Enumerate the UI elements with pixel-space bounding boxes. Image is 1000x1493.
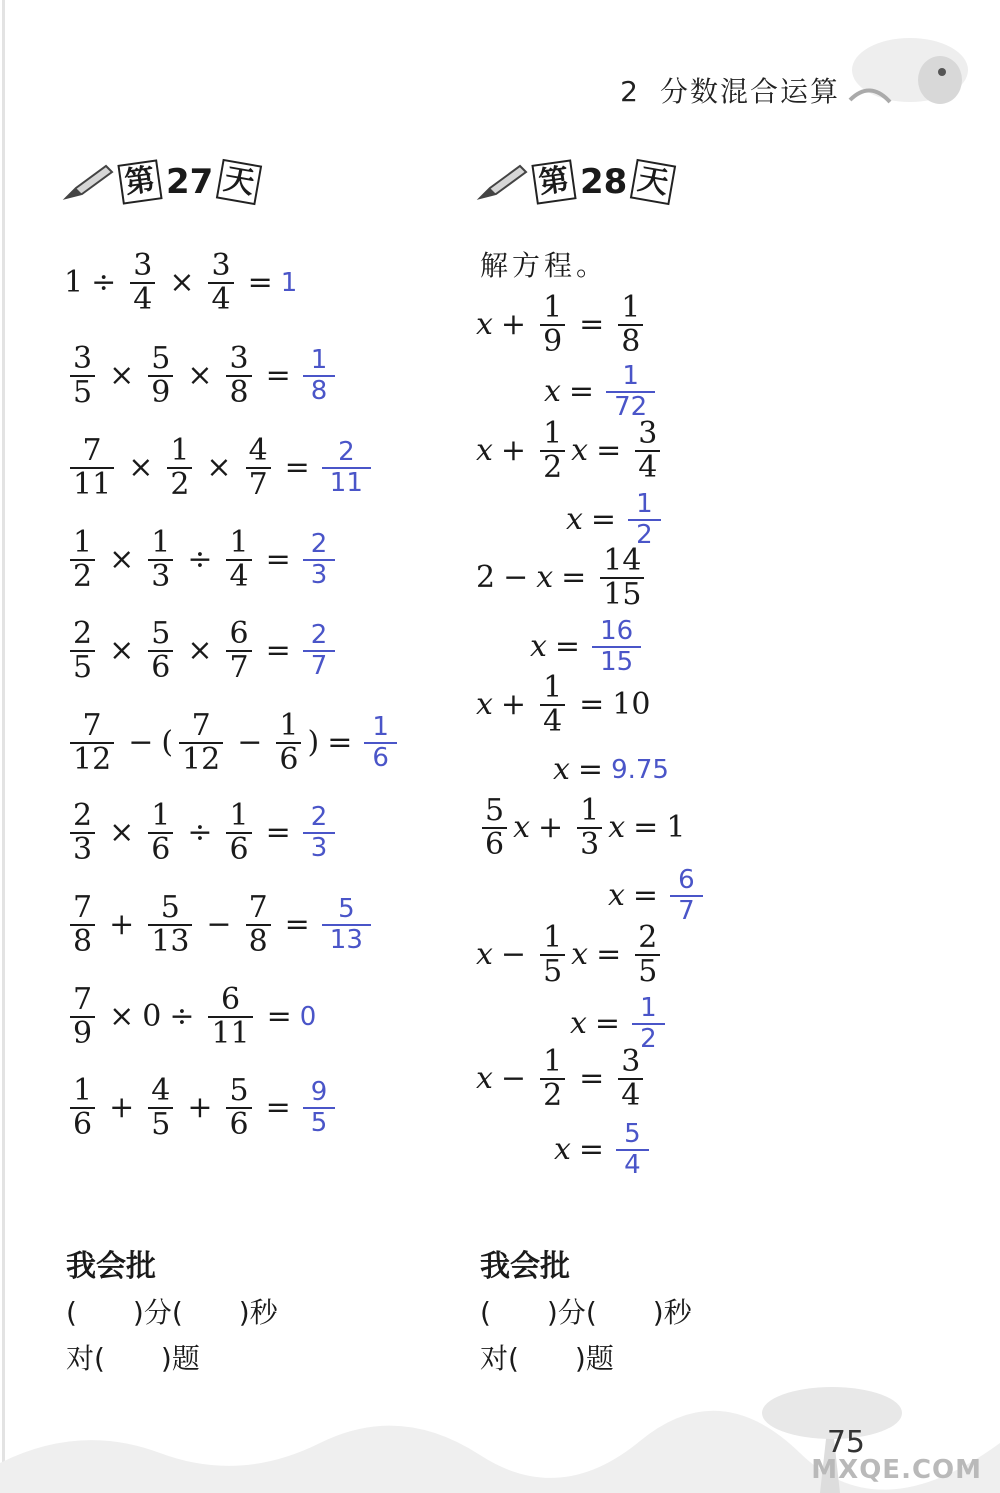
answer-denominator: 6 — [364, 742, 397, 773]
review-box-left — [66, 1244, 278, 1382]
fraction — [540, 672, 565, 737]
numerator: 6 — [229, 616, 249, 651]
fraction — [70, 435, 114, 500]
answer-denominator: 5 — [303, 1107, 336, 1138]
answer-denominator: 15 — [592, 646, 641, 677]
day27-prefix: 第 — [117, 159, 162, 204]
answer-numerator: 1 — [636, 489, 653, 519]
watermark: MXQE.COM — [811, 1455, 982, 1485]
operator: = — [579, 687, 605, 722]
denominator: 6 — [482, 827, 507, 861]
numerator: 7 — [82, 433, 102, 468]
operator: = — [596, 937, 622, 972]
denominator: 3 — [148, 559, 173, 593]
fraction — [70, 527, 95, 592]
numerator: 2 — [73, 798, 93, 833]
denominator: 12 — [179, 742, 223, 776]
answer-numerator: 2 — [310, 528, 328, 559]
denominator: 5 — [148, 1107, 173, 1141]
operator: ÷ — [187, 542, 213, 577]
denominator: 6 — [70, 1107, 95, 1141]
denominator: 5 — [540, 954, 565, 988]
numerator: 2 — [638, 920, 658, 955]
problem-row — [64, 250, 297, 315]
answer-fraction — [322, 895, 371, 954]
number: 1 — [64, 265, 84, 300]
numerator: 5 — [151, 616, 171, 651]
pencil-icon — [476, 162, 528, 202]
variable: x — [571, 937, 589, 972]
answer-fraction — [364, 713, 397, 772]
operator: − — [500, 1061, 527, 1096]
solution-row — [570, 994, 665, 1053]
problem-row — [64, 618, 335, 683]
operator: + — [109, 1090, 135, 1125]
operator: = — [561, 560, 587, 595]
operator: × — [109, 815, 135, 850]
operator: = — [577, 752, 604, 787]
operator: × — [169, 265, 195, 300]
operator: − — [500, 937, 527, 972]
denominator: 8 — [226, 375, 251, 409]
answer-fraction — [628, 490, 661, 549]
answer-fraction — [322, 438, 371, 497]
fraction — [148, 800, 173, 865]
numerator: 1 — [279, 708, 299, 743]
denominator: 6 — [276, 742, 301, 776]
denominator: 4 — [618, 1078, 643, 1112]
answer-denominator: 8 — [303, 375, 336, 406]
fraction — [208, 250, 233, 315]
fraction — [70, 618, 95, 683]
pencil-icon — [62, 162, 114, 202]
denominator: 4 — [130, 282, 155, 316]
denominator: 9 — [70, 1016, 95, 1050]
denominator: 2 — [540, 450, 565, 484]
problem-row — [64, 800, 335, 865]
operator: × — [109, 999, 135, 1034]
variable: x — [476, 687, 493, 722]
fraction — [179, 710, 223, 775]
operator: = — [578, 1132, 605, 1168]
operator: − — [503, 560, 529, 595]
denominator: 6 — [148, 650, 173, 684]
operator: + — [109, 907, 135, 942]
number: ( — [161, 725, 174, 760]
answer-fraction — [303, 530, 336, 589]
fraction — [70, 984, 95, 1049]
numerator: 7 — [82, 708, 102, 743]
solution-row — [608, 866, 703, 925]
fraction — [226, 1075, 251, 1140]
fraction — [577, 795, 602, 860]
operator: = — [568, 374, 595, 410]
fraction — [148, 618, 173, 683]
fraction — [540, 922, 565, 987]
answer-value: 9.75 — [611, 754, 669, 785]
answer-value: 0 — [299, 1001, 317, 1032]
denominator: 2 — [540, 1078, 565, 1112]
review-correct-line: 对( )题 — [480, 1342, 614, 1375]
numerator: 3 — [133, 248, 153, 283]
solution-row — [544, 362, 655, 421]
operator: = — [265, 358, 291, 393]
denominator: 12 — [70, 742, 114, 776]
answer-value: 1 — [280, 267, 298, 298]
fraction — [482, 795, 507, 860]
answer-fraction — [303, 346, 336, 405]
answer-fraction — [303, 1078, 336, 1137]
numerator: 3 — [73, 341, 93, 376]
operator: = — [265, 633, 291, 668]
fraction — [148, 527, 173, 592]
day27-suffix: 天 — [216, 159, 262, 205]
denominator: 4 — [540, 704, 565, 738]
operator: × — [187, 633, 213, 668]
variable: x — [476, 433, 493, 468]
numerator: 1 — [543, 1044, 563, 1079]
equation-row — [476, 545, 650, 610]
numerator: 1 — [543, 290, 563, 325]
denominator: 7 — [226, 650, 251, 684]
operator: + — [187, 1090, 213, 1125]
operator: = — [596, 433, 622, 468]
decoration-illustration-icon — [830, 20, 970, 130]
number: 2 — [476, 560, 496, 595]
numerator: 7 — [248, 890, 268, 925]
day27-title — [62, 162, 259, 202]
answer-denominator: 72 — [606, 391, 655, 422]
operator: = — [284, 907, 310, 942]
equation-row — [476, 1046, 649, 1111]
numerator: 5 — [160, 890, 180, 925]
operator: + — [538, 810, 564, 845]
answer-numerator: 2 — [338, 436, 355, 467]
equation-row — [476, 922, 666, 987]
numerator: 1 — [151, 798, 171, 833]
fraction — [246, 435, 271, 500]
number: 0 — [142, 999, 162, 1034]
denominator: 8 — [70, 924, 95, 958]
operator: = — [266, 999, 292, 1034]
answer-denominator: 2 — [632, 1023, 665, 1054]
denominator: 11 — [208, 1016, 252, 1050]
numerator: 5 — [229, 1073, 249, 1108]
numerator: 7 — [73, 982, 93, 1017]
left-margin-line — [2, 0, 5, 1493]
day28-title — [476, 162, 673, 202]
operator: × — [109, 358, 135, 393]
operator: × — [109, 542, 135, 577]
denominator: 7 — [246, 467, 271, 501]
fraction — [70, 710, 114, 775]
denominator: 2 — [167, 467, 192, 501]
numerator: 2 — [73, 616, 93, 651]
fraction — [226, 618, 251, 683]
denominator: 4 — [226, 559, 251, 593]
chapter-number: 2 — [620, 75, 640, 108]
fraction — [148, 343, 173, 408]
numerator: 3 — [638, 416, 658, 451]
fraction — [540, 418, 565, 483]
equation-row — [476, 292, 649, 357]
numerator: 4 — [248, 433, 268, 468]
variable: x — [476, 1061, 493, 1096]
answer-numerator: 5 — [338, 893, 355, 924]
operator: − — [237, 725, 263, 760]
fraction — [70, 1075, 95, 1140]
fraction — [148, 1075, 173, 1140]
fraction — [226, 800, 251, 865]
day28-suffix: 天 — [630, 159, 676, 205]
answer-numerator: 2 — [310, 619, 328, 650]
answer-numerator: 6 — [678, 865, 695, 895]
solution-row — [554, 1120, 649, 1179]
fraction — [618, 292, 643, 357]
day28-prefix: 第 — [531, 159, 576, 204]
answer-denominator: 7 — [670, 895, 703, 926]
operator: × — [187, 358, 213, 393]
operator: = — [247, 265, 273, 300]
denominator: 9 — [148, 375, 173, 409]
numerator: 1 — [229, 798, 249, 833]
denominator: 5 — [70, 375, 95, 409]
denominator: 11 — [70, 467, 114, 501]
fraction — [226, 343, 251, 408]
fraction — [208, 984, 252, 1049]
problem-row — [64, 527, 335, 592]
variable: x — [513, 810, 531, 845]
chapter-title: 分数混合运算 — [659, 75, 840, 108]
fraction — [70, 800, 95, 865]
answer-numerator: 1 — [640, 993, 657, 1023]
problem-row — [64, 1075, 335, 1140]
answer-numerator: 1 — [372, 711, 389, 742]
denominator: 15 — [600, 577, 644, 611]
variable: x — [571, 433, 589, 468]
numerator: 1 — [543, 670, 563, 705]
number: ) — [307, 725, 320, 760]
operator: × — [206, 450, 232, 485]
answer-denominator: 11 — [322, 467, 371, 498]
numerator: 4 — [151, 1073, 171, 1108]
numerator: 5 — [485, 793, 505, 828]
answer-numerator: 9 — [310, 1076, 328, 1107]
answer-fraction — [670, 866, 703, 925]
operator: + — [500, 687, 527, 722]
operator: = — [633, 810, 659, 845]
fraction — [635, 418, 660, 483]
problem-row — [64, 435, 371, 500]
answer-denominator: 3 — [303, 559, 336, 590]
variable: x — [544, 374, 561, 410]
operator: ÷ — [187, 815, 213, 850]
variable: x — [553, 752, 570, 787]
operator: × — [109, 633, 135, 668]
denominator: 6 — [148, 832, 173, 866]
numerator: 1 — [543, 416, 563, 451]
variable: x — [608, 878, 625, 914]
page-number: 75 — [826, 1425, 865, 1460]
variable: x — [554, 1132, 571, 1168]
fraction — [167, 435, 192, 500]
operator: = — [590, 502, 617, 538]
chapter-header — [620, 70, 840, 110]
numerator: 3 — [229, 341, 249, 376]
numerator: 7 — [191, 708, 211, 743]
answer-denominator: 7 — [303, 650, 336, 681]
denominator: 3 — [577, 827, 602, 861]
fraction — [226, 527, 251, 592]
numerator: 1 — [170, 433, 190, 468]
answer-fraction — [592, 617, 641, 676]
denominator: 4 — [208, 282, 233, 316]
fraction — [130, 250, 155, 315]
operator: = — [265, 1090, 291, 1125]
review-correct-line: 对( )题 — [66, 1342, 200, 1375]
operator: = — [579, 307, 605, 342]
answer-denominator: 2 — [628, 519, 661, 550]
operator: × — [128, 450, 154, 485]
denominator: 9 — [540, 324, 565, 358]
operator: = — [327, 725, 353, 760]
numerator: 14 — [603, 543, 642, 578]
day27-number: 27 — [166, 162, 214, 202]
denominator: 2 — [70, 559, 95, 593]
numerator: 1 — [73, 525, 93, 560]
number: 1 — [666, 810, 686, 845]
numerator: 3 — [621, 1044, 641, 1079]
answer-denominator: 4 — [616, 1149, 649, 1180]
variable: x — [476, 937, 493, 972]
operator: = — [284, 450, 310, 485]
problem-row — [64, 892, 371, 957]
numerator: 7 — [73, 890, 93, 925]
answer-fraction — [303, 803, 336, 862]
equation-row — [476, 795, 685, 860]
review-box-right — [480, 1244, 692, 1382]
variable: x — [536, 560, 554, 595]
problem-row — [64, 343, 335, 408]
answer-numerator: 1 — [622, 361, 639, 391]
fraction — [540, 1046, 565, 1111]
operator: + — [500, 307, 527, 342]
fraction — [246, 892, 271, 957]
operator: + — [500, 433, 527, 468]
numerator: 1 — [543, 920, 563, 955]
answer-denominator: 3 — [303, 832, 336, 863]
answer-numerator: 5 — [624, 1119, 641, 1149]
fraction — [635, 922, 660, 987]
fraction — [148, 892, 192, 957]
answer-numerator: 1 — [310, 344, 328, 375]
denominator: 3 — [70, 832, 95, 866]
denominator: 8 — [618, 324, 643, 358]
operator: − — [206, 907, 232, 942]
answer-denominator: 13 — [322, 924, 371, 955]
operator: = — [265, 815, 291, 850]
operator: − — [128, 725, 154, 760]
denominator: 13 — [148, 924, 192, 958]
denominator: 5 — [635, 954, 660, 988]
operator: ÷ — [169, 999, 195, 1034]
fraction — [70, 892, 95, 957]
variable: x — [608, 810, 626, 845]
answer-fraction — [303, 621, 336, 680]
day28-number: 28 — [580, 162, 628, 202]
fraction — [600, 545, 644, 610]
operator: = — [554, 629, 581, 665]
problem-row — [64, 984, 316, 1049]
numerator: 1 — [73, 1073, 93, 1108]
variable: x — [570, 1006, 587, 1042]
fraction — [540, 292, 565, 357]
denominator: 5 — [70, 650, 95, 684]
fraction — [70, 343, 95, 408]
equation-row — [476, 418, 666, 483]
problem-row — [64, 710, 397, 775]
numerator: 1 — [621, 290, 641, 325]
review-heading: 我会批 — [66, 1249, 156, 1284]
operator: = — [265, 542, 291, 577]
answer-fraction — [606, 362, 655, 421]
numerator: 1 — [229, 525, 249, 560]
denominator: 4 — [635, 450, 660, 484]
answer-numerator: 16 — [600, 616, 634, 646]
number: 10 — [612, 687, 651, 722]
review-time-line: ( )分( )秒 — [66, 1296, 278, 1329]
denominator: 6 — [226, 1107, 251, 1141]
operator: = — [594, 1006, 621, 1042]
day28-instruction: 解方程。 — [480, 249, 609, 282]
operator: = — [579, 1061, 605, 1096]
variable: x — [476, 307, 493, 342]
operator: ÷ — [91, 265, 117, 300]
review-time-line: ( )分( )秒 — [480, 1296, 692, 1329]
variable: x — [566, 502, 583, 538]
equation-row — [476, 672, 650, 737]
numerator: 5 — [151, 341, 171, 376]
solution-row — [566, 490, 661, 549]
solution-row — [530, 617, 641, 676]
fraction — [618, 1046, 643, 1111]
denominator: 8 — [246, 924, 271, 958]
numerator: 1 — [151, 525, 171, 560]
operator: = — [632, 878, 659, 914]
answer-fraction — [616, 1120, 649, 1179]
solution-row — [553, 752, 669, 787]
numerator: 1 — [580, 793, 600, 828]
numerator: 3 — [211, 248, 231, 283]
numerator: 6 — [221, 982, 241, 1017]
review-heading: 我会批 — [480, 1249, 570, 1284]
variable: x — [530, 629, 547, 665]
denominator: 6 — [226, 832, 251, 866]
answer-numerator: 2 — [310, 801, 328, 832]
fraction — [276, 710, 301, 775]
